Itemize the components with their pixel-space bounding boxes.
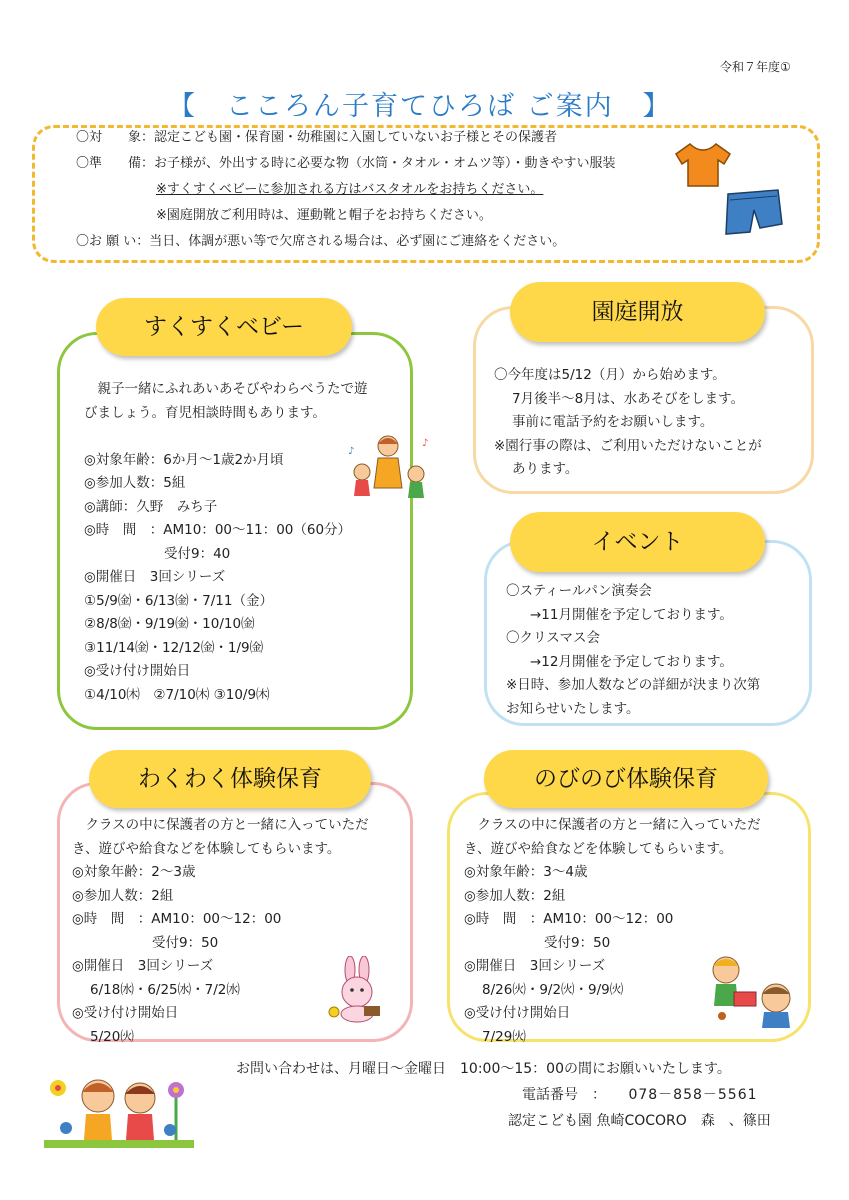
sukusuku-line: ③11/14㈮・12/12㈮・1/9㈮ [84,639,264,656]
enteikaiho-text [494,364,762,482]
sukusuku-line: ◎開催日 3回シリーズ [84,569,226,585]
nobinobi-line: ◎受け付け開始日 [464,1005,571,1021]
nobinobi-line: 7/29㈫ [482,1028,526,1045]
enteikaiho-line: 7月後半～8月は、水あそびをします。 [512,390,745,407]
sukusuku-line [84,425,368,449]
nobinobi-line: 受付9：50 [544,934,611,951]
wakuwaku-title: わくわく体験保育 [89,750,371,808]
wakuwaku-line: ◎受け付け開始日 [72,1005,179,1021]
notice-prep-label: 〇準 備 [76,156,142,171]
notice-target [76,130,557,146]
nobinobi-title: のびのび体験保育 [484,750,768,808]
event-line: →12月開催を予定しております。 [530,653,733,670]
nobinobi-line: ◎開催日 3回シリーズ [464,958,606,974]
sukusuku-line: ◎受け付け開始日 [84,663,191,679]
playing-children-illustration [702,950,798,1028]
footer-phone-label: 電話番号 ： [522,1087,606,1103]
event-title: イベント [510,512,765,572]
wakuwaku-line: き、遊びや給食などを体験してもらいます。 [72,840,341,857]
enteikaiho-line: 事前に電話予約をお願いします。 [512,414,714,430]
notice-prep [76,156,616,172]
footer-inquiry: お問い合わせは、月曜日～金曜日 10:00～15：00の間にお願いいたします。 [236,1061,731,1077]
page-title: 【 こころん子育てひろば ご案内 】 [168,91,672,122]
sukusuku-line: 受付9：40 [164,545,231,562]
wakuwaku-line: ◎対象年齢：2～3歳 [72,864,196,880]
notice-request-label: 〇お 願 い [76,234,137,249]
footer-phone-row [522,1084,758,1104]
sukusuku-line: びましょう。育児相談時間もあります。 [84,404,326,421]
wakuwaku-line: 5/20㈫ [90,1028,134,1045]
sukusuku-line: ◎対象年齢：6か月～1歳2か月頃 [84,451,284,468]
sukusuku-line: ◎時 間 ：AM10：00～11：00（60分） [84,522,352,538]
notice-target-text: ：認定こども園・保育園・幼稚園に入園していないお子様とその保護者 [141,130,558,145]
event-text [506,580,760,721]
notice-prep-note2: ※園庭開放ご利用時は、運動靴と帽子をお持ちください。 [156,208,492,223]
sukusuku-line: ①4/10㈭ ②7/10㈭ ③10/9㈭ [84,686,270,703]
footer-phone-number: 078－858－5561 [628,1087,758,1103]
fiscal-year-label: 令和７年度① [720,60,791,74]
sukusuku-line: ◎参加人数：5組 [84,475,186,491]
nobinobi-line: ◎対象年齢：3～4歳 [464,864,588,880]
sukusuku-line: ②8/8㈮・9/19㈮・10/10㈮ [84,616,255,632]
nobinobi-line: ◎参加人数：2組 [464,887,566,904]
wakuwaku-line: ◎参加人数：2組 [72,887,174,904]
enteikaiho-title: 園庭開放 [510,282,765,342]
footer-organization: 認定こども園 魚崎COCORO 森 、篠田 [508,1113,771,1129]
enteikaiho-line: ※園行事の際は、ご利用いただけないことが [494,437,762,454]
kids-flowers-illustration [44,1070,194,1148]
wakuwaku-line: 受付9：50 [152,934,219,951]
wakuwaku-line: ◎時 間 ：AM10：00～12：00 [72,911,282,927]
event-line: 〇クリスマス会 [506,630,600,646]
notice-request [76,234,565,250]
sukusuku-line: 親子一緒にふれあいあそびやわらべうたで遊 [84,381,368,397]
notice-target-label: 〇対 象 [76,130,142,145]
nobinobi-line: 8/26㈫・9/2㈫・9/9㈫ [482,981,624,998]
shorts-icon [722,188,784,240]
sukusuku-text [84,378,368,707]
nobinobi-line: クラスの中に保護者の方と一緒に入っていただ [464,817,761,833]
sukusuku-line: ◎講師：久野 みち子 [84,498,218,515]
event-line: ※日時、参加人数などの詳細が決まり次第 [506,677,761,693]
svg-text:♪: ♪ [422,438,429,449]
nobinobi-line: ◎時 間 ：AM10：00～12：00 [464,911,674,927]
nobinobi-line: き、遊びや給食などを体験してもらいます。 [464,840,733,857]
wakuwaku-line: クラスの中に保護者の方と一緒に入っていただ [72,817,369,833]
rabbit-illustration [324,956,394,1024]
enteikaiho-line: あります。 [512,461,579,477]
mother-children-illustration [342,432,434,500]
enteikaiho-line: 〇今年度は5/12（月）から始めます。 [494,367,726,383]
wakuwaku-line: 6/18㈬・6/25㈬・7/2㈬ [90,981,240,998]
tshirt-icon [672,140,732,190]
sukusuku-line: ①5/9㈮・6/13㈮・7/11（金） [84,592,273,609]
wakuwaku-line: ◎開催日 3回シリーズ [72,958,214,974]
notice-prep-note1: ※すくすくベビーに参加される方はバスタオルをお持ちください。 [156,182,544,197]
svg-text:♪: ♪ [348,446,355,457]
notice-request-text: ：当日、体調が悪い等で欠席される場合は、必ず園にご連絡をください。 [136,234,566,249]
notice-prep-text: ：お子様が、外出する時に必要な物（水筒・タオル・オムツ等）・動きやすい服装 [141,156,616,171]
event-line: 〇スティールパン演奏会 [506,583,652,599]
sukusuku-title: すくすくベビー [96,298,352,356]
event-line: お知らせいたします。 [506,700,640,717]
event-line: →11月開催を予定しております。 [530,606,733,623]
